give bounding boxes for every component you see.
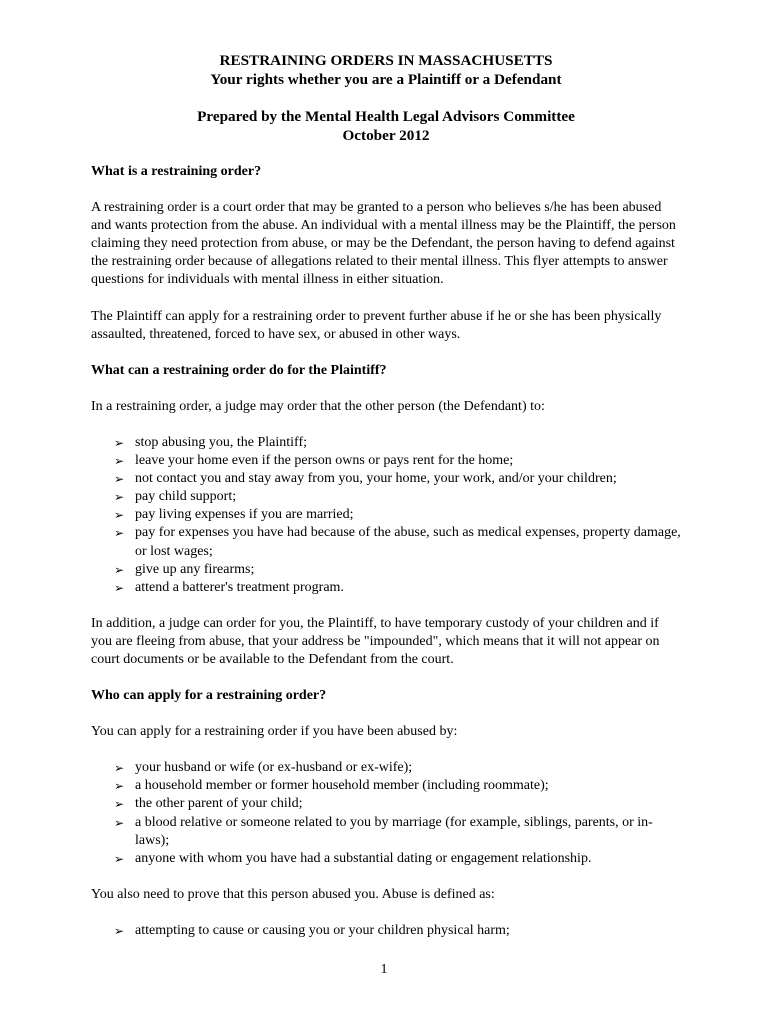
arrow-bullet-icon: ➢ (114, 797, 125, 812)
arrow-bullet-icon: ➢ (114, 815, 125, 830)
paragraph-apply-if: You can apply for a restraining order if you have been abused by: (91, 724, 458, 740)
document-title: RESTRAINING ORDERS IN MASSACHUSETTS (219, 52, 553, 69)
list-item: ➢ not contact you and stay away from you, your home, your work, and/or your children; (114, 470, 681, 488)
arrow-bullet-icon: ➢ (114, 851, 125, 866)
arrow-bullet-icon: ➢ (114, 435, 125, 450)
title-block (91, 51, 681, 145)
paragraph-custody: In addition, a judge can order for you, the Plaintiff, to have temporary custody of your children and if you are fleeing from abuse, that your address be "impounded", which means that it will not appear on court documents or be available to the Defendant from the court. (91, 615, 660, 667)
list-item: ➢ leave your home even if the person owns or pays rent for the home; (114, 452, 681, 470)
list-item: ➢ pay living expenses if you are married; (114, 506, 681, 524)
arrow-bullet-icon: ➢ (114, 490, 125, 505)
arrow-bullet-icon: ➢ (114, 761, 125, 776)
list-item: ➢ anyone with whom you have had a substantial dating or engagement relationship. (114, 850, 681, 868)
list-item: ➢ attend a batterer's treatment program. (114, 579, 681, 597)
paragraph-abuse-defined: You also need to prove that this person abused you. Abuse is defined as: (91, 886, 495, 902)
document-subtitle: Your rights whether you are a Plaintiff or a Defendant (210, 71, 562, 88)
list-item: ➢ pay child support; (114, 488, 681, 506)
arrow-bullet-icon: ➢ (114, 472, 125, 487)
paragraph-definition: A restraining order is a court order that may be granted to a person who believes s/he has been abused and wants protection from the abuse. An individual with a mental illness may be the Plaintiff, the person claiming they need protection from abuse, or may be the Defendant, the person having to defend against the restraining order because of allegations related to their mental illness. This flyer attempts to answer questions for individuals with mental illness in either situation. (91, 200, 676, 288)
arrow-bullet-icon: ➢ (114, 580, 125, 595)
list-item: ➢ your husband or wife (or ex-husband or ex-wife); (114, 759, 681, 777)
arrow-bullet-icon: ➢ (114, 454, 125, 469)
arrow-bullet-icon: ➢ (114, 923, 125, 938)
list-item: ➢ attempting to cause or causing you or your children physical harm; (114, 922, 681, 940)
list-item: ➢ a blood relative or someone related to you by marriage (for example, siblings, parents, or in-laws); (114, 814, 653, 848)
list-item: ➢ give up any firearms; (114, 561, 681, 579)
list-item: ➢ pay for expenses you have had because of the abuse, such as medical expenses, property damage, or lost wages; (114, 525, 681, 559)
arrow-bullet-icon: ➢ (114, 562, 125, 577)
document-date: October 2012 (342, 127, 430, 144)
list-abuse-definitions (91, 922, 681, 940)
list-item: ➢ stop abusing you, the Plaintiff; (114, 434, 681, 452)
heading-who-can-apply: Who can apply for a restraining order? (91, 688, 327, 704)
paragraph-judge-may-order: In a restraining order, a judge may order that the other person (the Defendant) to: (91, 398, 545, 414)
document-body (91, 51, 681, 940)
arrow-bullet-icon: ➢ (114, 508, 125, 523)
page-number: 1 (380, 962, 388, 977)
prepared-by: Prepared by the Mental Health Legal Advisors Committee (197, 108, 575, 125)
arrow-bullet-icon: ➢ (114, 779, 125, 794)
list-orders (91, 434, 681, 597)
arrow-bullet-icon: ➢ (114, 526, 125, 541)
heading-what-is: What is a restraining order? (91, 164, 262, 179)
paragraph-plaintiff-apply: The Plaintiff can apply for a restraining order to prevent further abuse if he or she has been physically assaulted, threatened, forced to have sex, or abused in other ways. (91, 308, 662, 342)
list-relationships (91, 759, 681, 868)
list-item: ➢ the other parent of your child; (114, 795, 681, 813)
heading-what-can-do: What can a restraining order do for the Plaintiff? (91, 362, 387, 378)
list-item: ➢ a household member or former household member (including roommate); (114, 777, 681, 795)
